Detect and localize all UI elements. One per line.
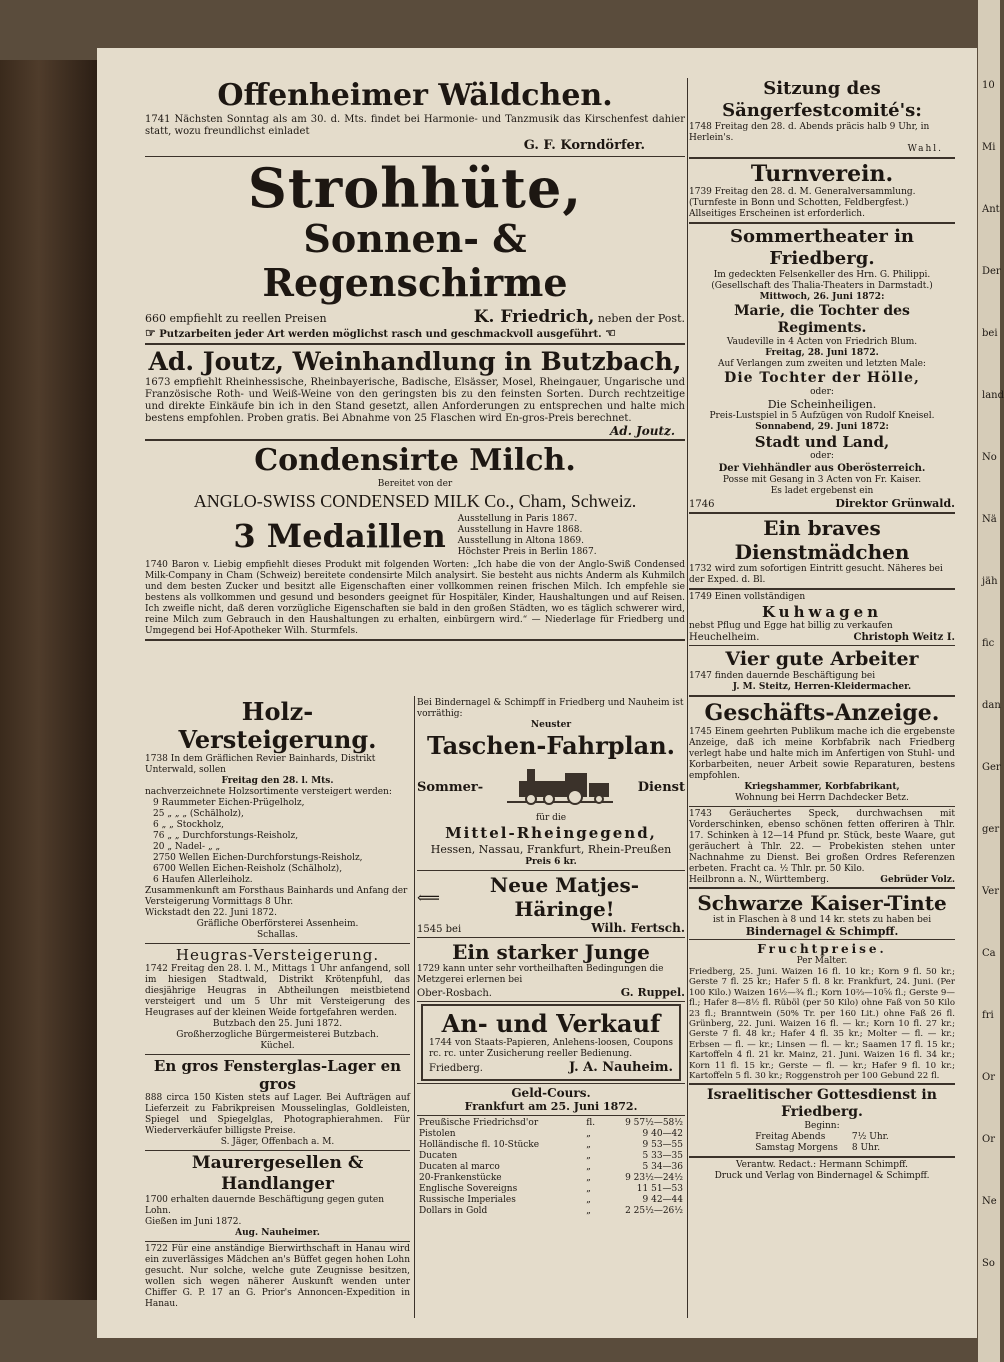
- expo-item: Höchster Preis in Berlin 1867.: [457, 547, 597, 557]
- rate-row: [417, 1195, 685, 1206]
- ad-address: Wohnung bei Herrn Dachdecker Betz.: [735, 793, 909, 803]
- rate-currency: Dollars in Gold: [419, 1206, 488, 1216]
- pointing-hand-icon: ☞: [145, 326, 156, 340]
- cours-subtitle: Frankfurt am 25. Juni 1872.: [464, 1100, 638, 1113]
- ad-signature: G. F. Korndörfer.: [523, 138, 645, 153]
- ad-meeting: Zusammenkunft am Forsthaus Bainhards und Anfang der Versteigerung Vormittags 8 Uhr.: [145, 886, 408, 907]
- editor-line: Verantw. Redact.: Hermann Schimpff.: [735, 1160, 909, 1171]
- rate-unit: „: [586, 1195, 591, 1205]
- company-name: ANGLO-SWISS CONDENSED MILK Co., Cham, Schweiz.: [193, 491, 637, 511]
- section-subtitle: Per Malter.: [796, 956, 848, 966]
- show-date: Freitag, 28. Juni 1872.: [765, 348, 879, 358]
- list-item: 6 Haufen Allerleiholz.: [153, 875, 253, 885]
- rate-value: 5 33—35: [642, 1151, 683, 1161]
- service-begin: Beginn:: [804, 1121, 840, 1132]
- show-title: Stadt und Land,: [754, 433, 890, 451]
- medals-block: [145, 514, 685, 558]
- ad-title: Kuhwagen: [761, 603, 883, 621]
- rate-value: 9 42—44: [642, 1195, 683, 1205]
- ad-text: 1741 Nächsten Sonntag als am 30. d. Mts. findet bei Harmonie- und Tanzmusik das Kirschenfest dahier statt, wozu freundlichst einladet: [145, 114, 685, 137]
- ad-signature: Kriegshammer, Korbfabrikant,: [744, 782, 900, 792]
- show-title: Die Tochter der Hölle,: [724, 370, 920, 386]
- list-item: 25 „ „ „ (Schälholz),: [153, 809, 244, 819]
- divider: [689, 695, 955, 697]
- ad-title: Condensirte Milch.: [254, 443, 576, 478]
- ad-title: Strohhüte,: [247, 156, 583, 220]
- section-title: Israelitischer Gottesdienst in Friedberg.: [707, 1087, 937, 1121]
- ad-offenheimer: [145, 78, 685, 154]
- list-item: 20 „ Nadel- „ „: [153, 842, 221, 852]
- divider: [689, 222, 955, 224]
- rate-value: 9 53—55: [642, 1140, 683, 1150]
- ad-ankauf: [421, 1004, 681, 1081]
- ad-theater: [689, 226, 955, 510]
- adjacent-page-fragment: Ne: [982, 1196, 997, 1207]
- ad-maurer: [145, 1153, 410, 1239]
- rate-value: 9 23½—24½: [625, 1173, 683, 1183]
- ad-title: Geschäfts-Anzeige.: [704, 700, 940, 726]
- rate-currency: 20-Frankenstücke: [419, 1173, 502, 1183]
- service-day: Freitag Abends: [755, 1132, 826, 1143]
- ad-title: An- und Verkauf: [441, 1009, 661, 1038]
- lower-right-column: [417, 698, 685, 1217]
- rate-currency: Russische Imperiales: [419, 1195, 516, 1205]
- ad-milch: [145, 443, 685, 637]
- service-time: 7½ Uhr.: [851, 1132, 889, 1143]
- divider: [689, 887, 955, 889]
- ad-service-row: [417, 765, 685, 809]
- show-note: Auf Verlangen zum zweiten und letzten Male:: [718, 359, 926, 369]
- expo-list: [458, 514, 597, 558]
- adjacent-page-fragment: dan: [982, 700, 1001, 711]
- ad-title: Neue Matjes-Häringe!: [489, 873, 640, 921]
- rate-row: [417, 1118, 685, 1129]
- ad-number: 1746: [689, 499, 715, 510]
- ad-text: 1743 Geräuchertes Speck, durchwachsen mit Vorderschinken, ebenso schönen fetten offeriren à Thlr. 17. Schinken à 12—14 Pfund pr. Stück, beste Waare, gut geräuchert à Thlr. 22. — Probekisten stehen unter Nachnahme zu Dienst. Bei großen Ordres Referenzen erbeten. Fracht ca. ½ Thlr. pr. 50 Kilo.: [689, 809, 955, 874]
- rate-value: 2 25½—26½: [625, 1206, 683, 1216]
- divider: [689, 588, 955, 590]
- ad-arbeiter: [689, 648, 955, 693]
- theater-company: (Gesellschaft des Thalia-Theaters in Darmstadt.): [711, 281, 933, 291]
- ad-by-line: Bereitet von der: [377, 479, 453, 489]
- ad-title: Turnverein.: [750, 161, 894, 187]
- ad-signature: Küchel.: [260, 1041, 295, 1051]
- ad-left-text: 660 empfiehlt zu reellen Preisen: [145, 312, 327, 325]
- ad-list-intro: nachverzeichnete Holzsortimente versteigert werden:: [145, 787, 392, 797]
- pointing-hand-icon: ☜: [605, 326, 616, 340]
- ad-signature: Schallas.: [257, 930, 298, 940]
- ad-price: Preis 6 kr.: [525, 857, 577, 867]
- ad-place: Heilbronn a. N., Württemberg.: [689, 875, 829, 885]
- ad-matjes: [417, 873, 685, 935]
- fruchtpreise: [689, 942, 955, 1081]
- ad-title: Sitzung des Sängerfestcomité's:: [722, 78, 922, 121]
- adjacent-page-fragment: So: [982, 1258, 995, 1269]
- geld-cours: [417, 1086, 685, 1217]
- ad-signature: Christoph Weitz I.: [853, 632, 955, 643]
- ad-signature: Wahl.: [907, 144, 943, 154]
- ad-intro: 1749 Einen vollständigen: [689, 592, 806, 602]
- ad-intro: 1738 In dem Gräflichen Revier Bainhards, Distrikt Unterwald, sollen: [145, 754, 376, 775]
- ad-text: 1748 Freitag den 28. d. Abends präcis halb 9 Uhr, in Herlein's.: [689, 122, 930, 143]
- rate-currency: Pistolen: [419, 1129, 456, 1139]
- rate-unit: „: [586, 1151, 591, 1161]
- rate-currency: Preußische Friedrichsd'or: [419, 1118, 539, 1128]
- list-item: 76 „ „ Durchforstungs-Reisholz,: [153, 831, 299, 841]
- sub-column-rule: [414, 696, 415, 1318]
- ad-info-row: [689, 632, 955, 643]
- cours-title: Geld-Cours.: [511, 1086, 591, 1100]
- expo-item: Ausstellung in Paris 1867.: [457, 514, 578, 524]
- ad-signature: Wilh. Fertsch.: [591, 921, 685, 935]
- divider: [417, 870, 685, 871]
- divider: [145, 639, 685, 641]
- item-list: [145, 798, 410, 886]
- rate-currency: Ducaten al marco: [419, 1162, 500, 1172]
- ad-fensterglas: [145, 1057, 410, 1148]
- ad-title: Schwarze Kaiser-Tinte: [697, 891, 947, 915]
- adjacent-page-fragment: Or: [982, 1072, 995, 1083]
- ad-signature: G. Ruppel.: [620, 986, 685, 999]
- adjacent-page-fragment: Ger: [982, 762, 1001, 773]
- divider: [145, 1150, 410, 1151]
- rate-unit: „: [586, 1162, 591, 1172]
- ad-place: Ober-Rosbach.: [417, 988, 492, 999]
- service-day: Samstag Morgens: [755, 1143, 838, 1154]
- adjacent-page-fragment: Ver: [982, 886, 1000, 897]
- fish-icon: ⟸: [417, 887, 440, 907]
- newspaper-page: [97, 48, 977, 1338]
- ad-saenger: [689, 78, 955, 155]
- ad-for: für die: [535, 813, 567, 823]
- ad-text: 1744 von Staats-Papieren, Anlehens-loosen, Coupons rc. rc. unter Zusicherung reeller Bedienung.: [429, 1038, 673, 1059]
- ad-title: Sommertheater in Friedberg.: [730, 226, 914, 269]
- theater-venue: Im gedeckten Felsenkeller des Hrn. G. Philippi.: [713, 270, 931, 280]
- medals-heading: 3 Medaillen: [233, 517, 446, 555]
- service-time: 8 Uhr.: [851, 1143, 881, 1154]
- ad-title: Holz-Versteigerung.: [178, 697, 377, 754]
- show-or: oder:: [810, 451, 834, 461]
- show-date: Sonnabend, 29. Juni 1872:: [755, 422, 889, 432]
- adjacent-page-fragment: Or: [982, 1134, 995, 1145]
- adjacent-page-fragment: Der: [982, 266, 1001, 277]
- rate-currency: Englische Sovereigns: [419, 1184, 518, 1194]
- divider: [417, 1001, 685, 1002]
- rate-unit: „: [586, 1129, 591, 1139]
- ad-text: 1742 Freitag den 28. l. M., Mittags 1 Uhr anfangend, soll im hiesigen Stadtwald, Distrikt Krötenpfuhl, das diesjährige Heugras in Abtheilungen meistbietend versteigert und um 5 Uhr mit Versteigerung des Heugrases auf der kleinen Weide fortgefahren werden.: [145, 964, 410, 1018]
- section-title: Fruchtpreise.: [757, 942, 887, 956]
- rate-row: [417, 1206, 685, 1217]
- rate-row: [417, 1140, 685, 1151]
- column-rule: [687, 78, 688, 1318]
- ad-title: En gros Fensterglas-Lager en gros: [153, 1057, 402, 1093]
- adjacent-page-fragment: ger: [982, 824, 1000, 835]
- ad-text: ist in Flaschen à 8 und 14 kr. stets zu haben bei: [712, 915, 932, 925]
- adjacent-page-fragment: Nä: [982, 514, 997, 525]
- list-item: 6 „ „ Stockholz,: [153, 820, 225, 830]
- main-column: [145, 78, 685, 643]
- gottesdienst: [689, 1087, 955, 1154]
- ad-text: 1722 Für eine anständige Bierwirthschaft in Hanau wird ein zuverlässiges Mädchen an's Büffet gegen hohen Lohn gesucht. Nur solche, welche gute Zeugnisse besitzen, wollen sich wegen näherer Auskunft wenden unter Chiffer G. P. 17 an G. Prior's Annoncen-Expedition in Hanau.: [145, 1244, 410, 1309]
- lower-left-column: [145, 698, 410, 1310]
- ad-region: Mittel-Rheingegend,: [445, 824, 657, 842]
- ad-info-row: [429, 1060, 673, 1075]
- rate-currency: Holländische fl. 10-Stücke: [419, 1140, 540, 1150]
- rate-row: [417, 1151, 685, 1162]
- divider: [145, 1241, 410, 1242]
- show-subtitle: Vaudeville in 4 Acten von Friedrich Blum.: [726, 337, 918, 347]
- ad-info-row: [417, 921, 685, 935]
- list-item: 2750 Wellen Eichen-Durchforstungs-Reisholz,: [153, 853, 363, 863]
- divider: [145, 943, 410, 944]
- adjacent-page-fragment: Ant: [982, 204, 1000, 215]
- ad-text: 1729 kann unter sehr vortheilhaften Bedingungen die Metzgerei erlernen bei: [417, 964, 664, 985]
- rates-body: [417, 1118, 685, 1217]
- ad-text: nebst Pflug und Egge hat billig zu verkaufen: [689, 621, 893, 631]
- ad-title: Ein braves Dienstmädchen: [734, 516, 910, 564]
- rate-row: [417, 1184, 685, 1195]
- rate-value: 9 57½—58½: [625, 1118, 683, 1128]
- ad-text: 1740 Baron v. Liebig empfiehlt dieses Produkt mit folgenden Worten: „Ich habe die von der Anglo-Swiß Condensed Milk-Company in Cham (Schweiz) bereitete condensirte Milch analysirt. Sie besteht aus nichts Anderm als Kuhmilch und dem besten Zucker und besitzt alle Eigenschaften einer vollkommen reinen frischen Milch. Ich empfehle sie bestens als vollkommen und gesund und besonders geeignet für Hospitäler, Kinder, Haushaltungen und auf Reisen. Ich zweifle nicht, daß deren vorzügliche Eigenschaften sie bald in den großen Städten, wo es täglich schwerer wird, reine Milch zum Gebrauch in den Haushaltungen zu erhalten, einbürgern wird.“ — Niederlage für Friedberg und Umgegend bei Hof-Apotheker Wilh. Sturmfels.: [145, 560, 685, 636]
- ad-strohhuete: [145, 156, 685, 341]
- ad-tinte: [689, 891, 955, 937]
- ad-subtitle: Sonnen- & Regenschirme: [262, 216, 568, 305]
- rate-unit: „: [586, 1206, 591, 1216]
- ad-text: 1745 Einem geehrten Publikum mache ich die ergebenste Anzeige, daß ich meine Korbfabrik nach Friedberg verlegt habe und halte mich im Anfertigen von Stuhl- und Korbarbeiten, neuer Arbeit sowie Reparaturen, bestens empfohlen.: [689, 727, 955, 781]
- ad-signature: Gebrüder Volz.: [880, 875, 955, 885]
- ad-junge: [417, 940, 685, 999]
- ad-text: 1673 empfiehlt Rheinhessische, Rheinbayerische, Badische, Elsässer, Mosel, Rheingauer, Ungarische und Französische Roth- und Weiß-Weine von den geringsten bis zu den feinsten Sorten. Durch rechtzeitige und direkte Einkäufe bin ich in den Stand gesetzt, allen Anforderungen zu entsprechen und halte mich bestens empfohlen. Proben gratis. Bei Abnahme von 25 Flaschen wird En-gros-Preis berechnet.: [145, 377, 685, 424]
- adjacent-page-fragment: Ca: [982, 948, 996, 959]
- ad-bierwirthschaft: [145, 1244, 410, 1310]
- list-item: 6700 Wellen Eichen-Reisholz (Schälholz),: [153, 864, 343, 874]
- divider: [145, 439, 685, 441]
- adjacent-page-fragment: bei: [982, 328, 998, 339]
- ad-signature: J. A. Nauheim.: [568, 1060, 673, 1075]
- ad-info-row: [689, 497, 955, 510]
- rate-currency: Ducaten: [419, 1151, 458, 1161]
- show-date: Mittwoch, 26. Juni 1872:: [759, 292, 885, 302]
- adjacent-page-fragment: jäh: [982, 576, 998, 587]
- rate-value: 9 40—42: [642, 1129, 683, 1139]
- adjacent-page-edge: [978, 0, 1004, 1362]
- ad-info-row: [689, 875, 955, 885]
- rate-row: [417, 1173, 685, 1184]
- ad-title-row: [417, 873, 685, 921]
- adjacent-page-fragment: fic: [982, 638, 995, 649]
- show-title: Marie, die Tochter des Regiments.: [734, 303, 910, 336]
- divider: [417, 1083, 685, 1084]
- rate-unit: fl.: [586, 1118, 596, 1128]
- adjacent-page-fragment: Mi: [982, 142, 996, 153]
- ad-signature: Bindernagel & Schimpff.: [745, 925, 899, 938]
- ad-turnverein: [689, 161, 955, 220]
- show-alt-title: Der Viehhändler aus Oberösterreich.: [718, 463, 926, 474]
- ad-heugras: [145, 946, 410, 1052]
- imprint: [689, 1160, 955, 1182]
- rate-row: [417, 1129, 685, 1140]
- merchant-name: K. Friedrich,: [473, 307, 595, 327]
- ad-right-text: neben der Post.: [597, 312, 685, 325]
- ad-title: Offenheimer Wäldchen.: [217, 78, 613, 113]
- ad-fahrplan: [417, 698, 685, 868]
- ad-speck: [689, 809, 955, 885]
- show-or: oder:: [810, 387, 834, 397]
- divider: [689, 1083, 955, 1085]
- adjacent-page-fragment: 10: [982, 80, 995, 91]
- divider: [689, 157, 955, 159]
- ad-title: Taschen-Fahrplan.: [427, 731, 675, 760]
- ad-info-row: [417, 986, 685, 999]
- rate-value: 11 51—53: [636, 1184, 683, 1194]
- rate-value: 5 34—36: [642, 1162, 683, 1172]
- divider: [689, 806, 955, 807]
- divider: [417, 1115, 685, 1116]
- ad-number: 1545 bei: [417, 924, 462, 935]
- ad-office: Großherzogliche Bürgermeisterei Butzbach.: [176, 1030, 379, 1040]
- ad-signature: Ad. Joutz.: [610, 424, 675, 438]
- ad-text: 1700 erhalten dauernde Beschäftigung gegen guten Lohn.: [145, 1195, 385, 1216]
- ad-geschaeft: [689, 699, 955, 804]
- right-column: [689, 78, 955, 1182]
- rate-unit: „: [586, 1173, 591, 1183]
- theater-invite: Es ladet ergebenst ein: [770, 486, 874, 496]
- divider: [689, 512, 955, 514]
- ad-date: Freitag den 28. l. Mts.: [221, 776, 334, 786]
- rate-unit: „: [586, 1184, 591, 1194]
- ad-signature: Direktor Grünwald.: [835, 497, 955, 510]
- adjacent-page-fragment: land: [982, 390, 1004, 401]
- ad-title: Maurergesellen & Handlanger: [191, 1153, 364, 1194]
- service-label: Dienst: [637, 779, 685, 795]
- ad-info-row: [145, 307, 685, 327]
- expo-item: Ausstellung in Altona 1869.: [457, 536, 584, 546]
- ad-holz: [145, 698, 410, 941]
- book-binding: [0, 60, 97, 1300]
- ad-signature: J. M. Steitz, Herren-Kleidermacher.: [732, 682, 912, 692]
- ad-office: Gräfliche Oberförsterei Assenheim.: [196, 919, 359, 929]
- ad-title: Vier gute Arbeiter: [725, 648, 919, 670]
- rate-unit: „: [586, 1140, 591, 1150]
- ad-service-line: ☞ Putzarbeiten jeder Art werden möglichst rasch und geschmackvoll ausgeführt. ☜: [145, 326, 616, 340]
- ad-regions: Hessen, Nassau, Frankfurt, Rhein-Preußen: [430, 843, 672, 856]
- divider: [689, 1156, 955, 1158]
- service-times: [689, 1132, 955, 1154]
- prices-text: Friedberg, 25. Juni. Waizen 16 fl. 10 kr.; Korn 9 fl. 50 kr.; Gerste 7 fl. 25 kr.; Hafer 5 fl. 8 kr. Frankfurt, 24. Juni. (Per 100 Kilo.) Waizen 16½—¾ fl.; Korn 10⅔—10⅚ fl.; Gerste 9— fl.; Hafer 8—8½ fl. Rüböl (per 50 Kilo) ohne Faß von 50 Kilo 23 fl.; Branntwein (50% Tr. per 160 Lit.) ohne Faß 26 fl. Grünberg, 22. Juni. Waizen 16 fl. — kr.; Korn 10 fl. 27 kr.; Gerste 7 fl. 48 kr.; Hafer 4 fl. 35 kr.; Molter — fl. — kr.; Erbsen — fl. — kr.; Linsen — fl. — kr.; Saamen 17 fl. 15 kr.; Kartoffeln 4 fl. 21 kr. Mainz, 21. Juni. Waizen 16 fl. 34 kr.; Korn 11 fl. 15 kr.; Gerste — fl. — kr.; Hafer 9 fl. 10 kr.; Kartoffeln 5 fl. 30 kr.; Roggenstroh per 100 Gebund 22 fl.: [689, 967, 955, 1082]
- ad-text: 888 circa 150 Kisten stets auf Lager. Bei Aufträgen auf Lieferzeit zu Fabrikpreisen Mousselinglas, Goldleisten, Spiegel und Spiegelglas, Photographierahmen. Für Wiederverkäufer billigste Preise.: [145, 1093, 410, 1136]
- ad-neuster: Neuster: [530, 720, 572, 730]
- expo-item: Ausstellung in Havre 1868.: [457, 525, 583, 535]
- ad-kuhwagen: [689, 592, 955, 643]
- ad-text: 1739 Freitag den 28. d. M. Generalversammlung. (Turnfeste in Bonn und Schotten, Feldbergfest.) Allseitiges Erscheinen ist erforderlich.: [689, 187, 916, 219]
- ad-title: Heugras-Versteigerung.: [175, 946, 380, 964]
- rate-row: [417, 1162, 685, 1173]
- show-subtitle: Posse mit Gesang in 3 Acten von Fr. Kaiser.: [722, 475, 922, 485]
- divider: [417, 937, 685, 938]
- ad-joutz: [145, 347, 685, 437]
- divider: [689, 939, 955, 940]
- ad-text: 1732 wird zum sofortigen Eintritt gesucht. Näheres bei der Exped. d. Bl.: [689, 564, 943, 585]
- divider: [689, 645, 955, 646]
- ad-title: Ein starker Junge: [452, 940, 650, 964]
- adjacent-page-fragment: fri: [982, 1010, 994, 1021]
- season-label: Sommer-: [417, 779, 484, 795]
- list-item: 9 Raummeter Eichen-Prügelholz,: [153, 798, 305, 808]
- ad-title: Ad. Joutz, Weinhandlung in Butzbach,: [148, 347, 682, 376]
- show-subtitle: Preis-Lustspiel in 5 Aufzügen von Rudolf Kneisel.: [709, 411, 935, 421]
- rates-table: [417, 1118, 685, 1217]
- locomotive-icon: [505, 765, 615, 809]
- divider: [145, 1054, 410, 1055]
- ad-signature: Aug. Nauheimer.: [235, 1228, 320, 1238]
- ad-place: Gießen im Juni 1872.: [145, 1217, 242, 1227]
- ad-place: Wickstadt den 22. Juni 1872.: [145, 908, 277, 918]
- ad-text: 1747 finden dauernde Beschäftigung bei: [689, 671, 876, 681]
- ad-place: Friedberg.: [429, 1063, 483, 1074]
- ad-dienstmaedchen: [689, 516, 955, 586]
- ad-signature: S. Jäger, Offenbach a. M.: [220, 1137, 335, 1147]
- ad-intro: Bei Bindernagel & Schimpff in Friedberg und Nauheim ist vorräthig:: [417, 698, 684, 719]
- ad-place: Heuchelheim.: [689, 632, 760, 643]
- ad-place: Butzbach den 25. Juni 1872.: [212, 1019, 343, 1029]
- show-alt-title: Die Scheinheiligen.: [767, 398, 877, 411]
- adjacent-page-fragment: No: [982, 452, 997, 463]
- publisher-line: Druck und Verlag von Bindernagel & Schimpff.: [714, 1171, 930, 1182]
- divider: [145, 343, 685, 345]
